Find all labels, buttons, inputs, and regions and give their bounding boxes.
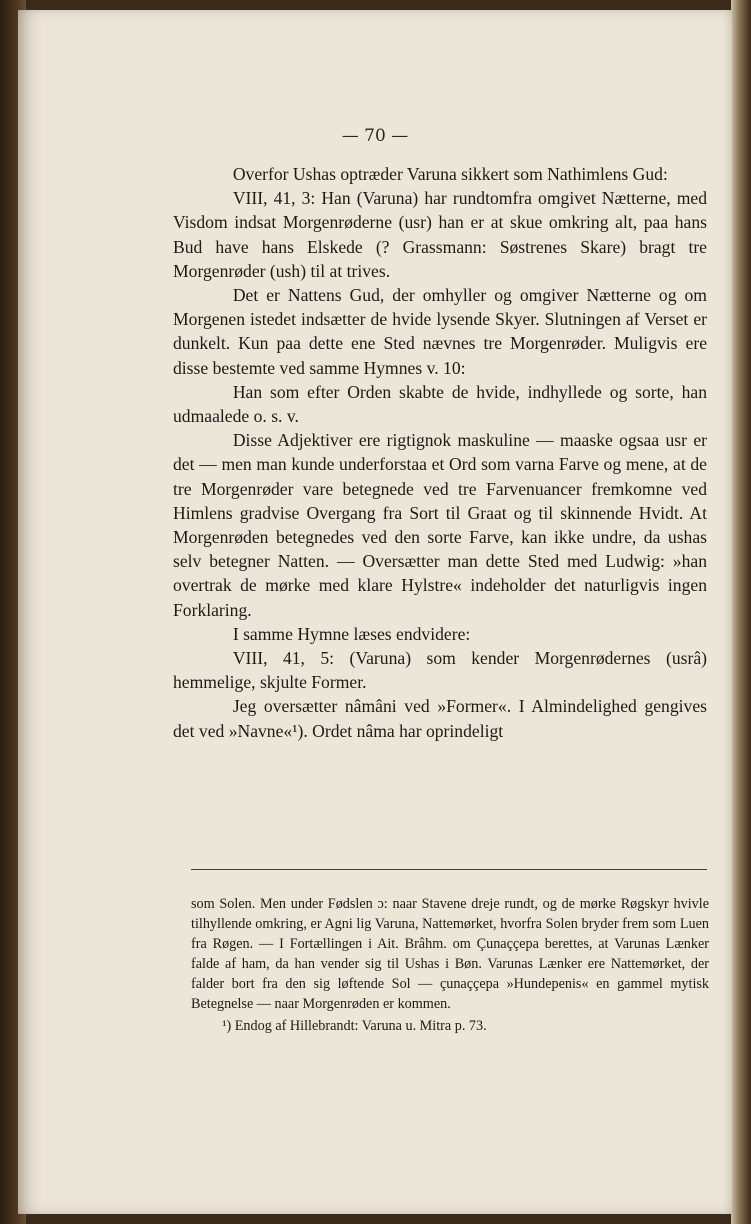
- paragraph: VIII, 41, 5: (Varuna) som kender Morgenrødernes (usrâ) hemmelige, skjulte Former.: [173, 648, 707, 693]
- book-binding-right: [731, 0, 751, 1224]
- paragraph: Overfor Ushas optræder Varuna sikkert som Nathimlens Gud:: [232, 164, 668, 184]
- paragraph: Disse Adjektiver ere rigtignok maskuline — maaske ogsaa usr er det — men man kunde underforstaa et Ord som varna Farve og mene, at de tre Morgenrøder vare betegnede ved tre Farvenuancer fremkomne ved Himlens gradvise Overgang fra Sort til Graat og til skinnende Hvidt. At Morgenrøden betegnedes ved den sorte Farve, kan ikke undre, da ushas selv betegner Natten. — Oversætter man dette Sted med Ludwig: »han overtrak de mørke med klare Hylstre« indeholder det naturligvis ingen Forklaring.: [173, 430, 707, 620]
- book-page: [18, 10, 732, 1214]
- paragraph: VIII, 41, 3: Han (Varuna) har rundtomfra omgivet Nætterne, med Visdom indsat Morgenrøderne (usr) han er at skue omkring alt, paa hans Bud have hans Elskede (? Grassmann: Søstrenes Skare) bragt tre Morgenrøder (ush) til at trives.: [173, 188, 707, 281]
- paragraph: Det er Nattens Gud, der omhyller og omgiver Nætterne og om Morgenen istedet indsætter de hvide lysende Skyer. Slutningen af Verset er dunkelt. Kun paa dette ene Sted nævnes tre Morgenrøder. Muligvis ere disse bestemte ved samme Hymnes v. 10:: [173, 285, 707, 378]
- footnote-divider: [191, 869, 707, 870]
- main-text: [173, 162, 707, 743]
- paragraph: I samme Hymne læses endvidere:: [232, 623, 471, 644]
- paragraph: Jeg oversætter nâmâni ved »Former«. I Almindelighed gengives det ved »Navne«¹). Ordet nâma har oprindeligt: [173, 696, 707, 741]
- paragraph: Han som efter Orden skabte de hvide, indhyllede og sorte, han udmaalede o. s. v.: [173, 381, 707, 427]
- page-number: — 70 —: [341, 126, 409, 146]
- footnote-1: ¹) Endog af Hillebrandt: Varuna u. Mitra p. 73.: [222, 1018, 487, 1034]
- footnote-continuation: som Solen. Men under Fødslen ɔ: naar Stavene dreje rundt, og de mørke Røgskyr hvivle tilhyllende omkring, er Agni lig Varuna, Nattemørket, hvorfra Solen bryder frem som Luen fra Røgen. — I Fortællingen i Ait. Brâhm. om Çunaççepa berettes, at Varunas Lænker falde af ham, da han vender sig til Ushas i Bøn. Varunas Lænker ere Nattemørket, der falder bort fra den sig løftende Sol — çunaççepa »Hundepenis« en gammel mytisk Betegnelse — naar Morgenrøden er kommen.: [191, 896, 709, 1012]
- footnotes: [191, 894, 709, 1036]
